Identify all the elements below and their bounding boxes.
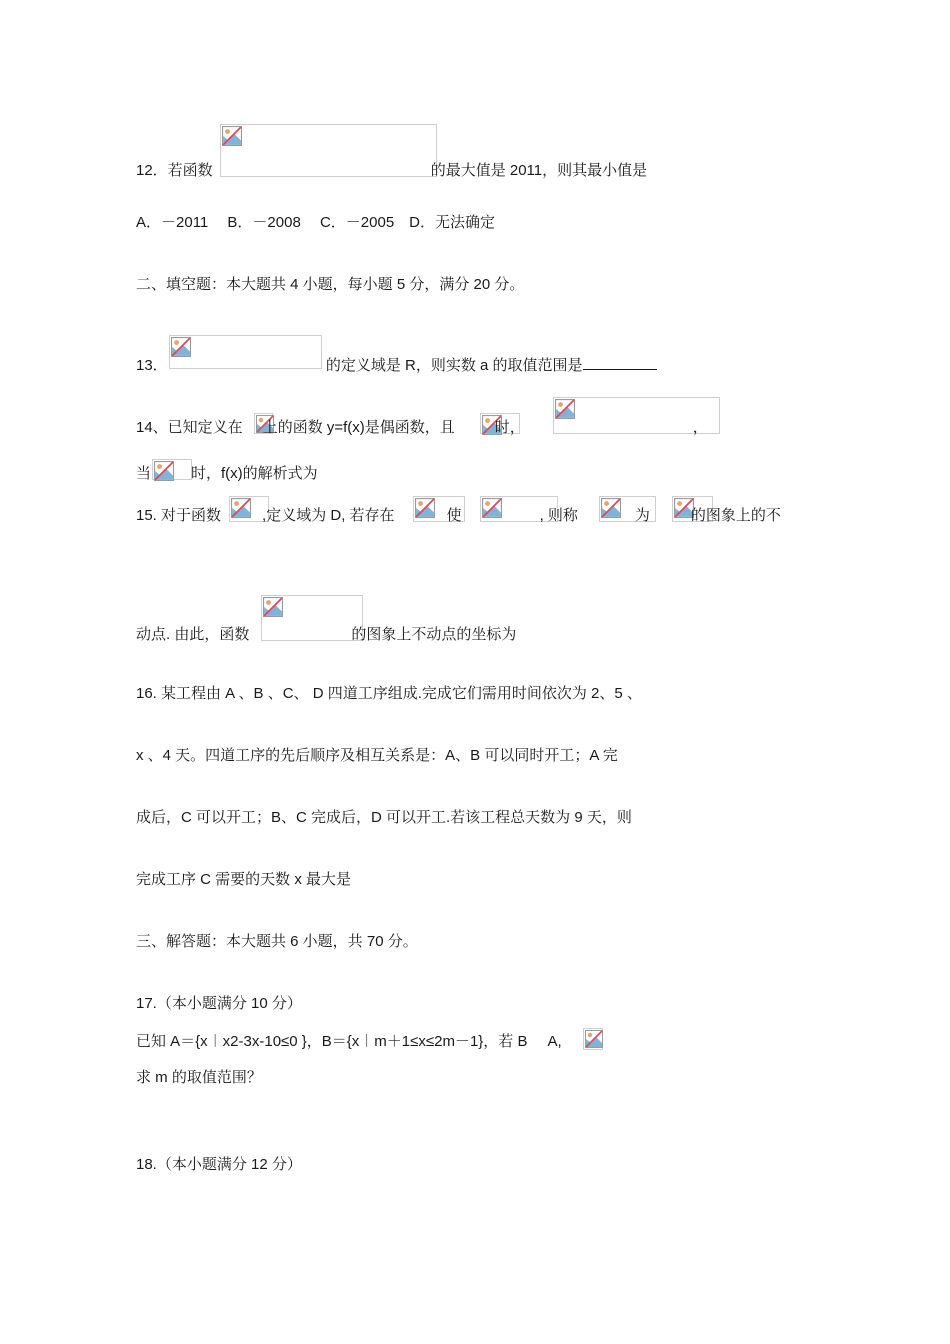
section-2-heading: 二、填空题：本大题共 4 小题，每小题 5 分，满分 20 分。 bbox=[136, 276, 525, 293]
question-14: 14、已知定义在 上的函数 y=f(x)是偶函数，且 时， ， bbox=[136, 419, 708, 436]
question-14-continued: 当 时，f(x)的解析式为 bbox=[136, 465, 318, 482]
question-15-continued: 动点. 由此，函数 的图象上不动点的坐标为 bbox=[136, 626, 517, 643]
question-13: 13． 的定义域是 R，则实数 a 的取值范围是 bbox=[136, 354, 657, 374]
section-3-heading: 三、解答题：本大题共 6 小题，共 70 分。 bbox=[136, 933, 418, 950]
question-17-title: 17.（本小题满分 10 分） bbox=[136, 995, 302, 1012]
question-17-line-2: 求 m 的取值范围？ bbox=[136, 1069, 262, 1086]
formula-image-q17-subset bbox=[583, 1028, 603, 1050]
broken-image-icon bbox=[585, 1030, 603, 1048]
question-16-line-4: 完成工序 C 需要的天数 x 最大是 bbox=[136, 871, 352, 888]
question-18-title: 18.（本小题满分 12 分） bbox=[136, 1156, 302, 1173]
question-16-line-1: 16. 某工程由 A 、B 、C、 D 四道工序组成.完成它们需用时间依次为 2、5 、 bbox=[136, 685, 642, 702]
question-12-options: A．－2011 B．－2008 C．－2005 D．无法确定 bbox=[136, 214, 496, 231]
broken-image-icon bbox=[263, 597, 283, 617]
question-12: 12．若函数 的最大值是 2011，则其最小值是 bbox=[136, 162, 648, 179]
question-16-line-2: x 、4 天。四道工序的先后顺序及相互关系是：A、B 可以同时开工；A 完 bbox=[136, 747, 618, 764]
answer-blank bbox=[583, 354, 657, 370]
question-17-line-1: 已知 A＝{x︱x2-3x-10≤0 }，B＝{x︱m＋1≤x≤2m－1}，若 B A, bbox=[136, 1033, 562, 1050]
question-16-line-3: 成后，C 可以开工；B、C 完成后，D 可以开工.若该工程总天数为 9 天，则 bbox=[136, 809, 632, 826]
broken-image-icon bbox=[555, 399, 575, 419]
broken-image-icon bbox=[222, 126, 242, 146]
question-15: 15. 对于函数 ,定义域为 D, 若存在 使 , 则称 为 的图象上的不 bbox=[136, 507, 781, 524]
